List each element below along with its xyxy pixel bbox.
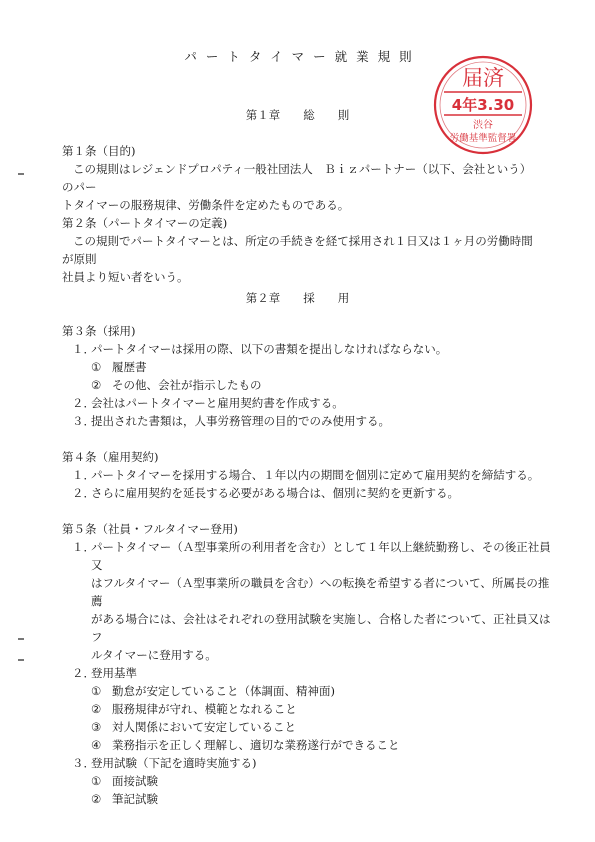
article-4-item-2: [62, 484, 542, 502]
sub-number: ④: [91, 738, 102, 752]
sub-number: ②: [91, 702, 102, 716]
article-3-sub-1: [62, 358, 542, 376]
article-2-line-2: 社員より短い者をいう。: [62, 270, 189, 284]
item-text-line-1: パートタイマー（Ａ型事業所の利用者を含む）として１年以上継続勤務し、その後正社員又: [91, 540, 551, 572]
article-3: [62, 322, 542, 430]
sub-text: その他、会社が指示したもの: [112, 378, 262, 392]
margin-mark: [18, 173, 24, 175]
item-text: パートタイマーを採用する場合、１年以内の期間を個別に定めて雇用契約を締結する。: [91, 468, 540, 482]
receipt-stamp: [432, 54, 534, 156]
article-5-item-1: [62, 538, 552, 574]
chapter-2-heading: 第２章 採 用: [245, 291, 350, 305]
article-5-title: 第５条（社員・フルタイマー登用): [62, 522, 238, 536]
article-2: [62, 214, 542, 286]
article-5: [62, 520, 552, 808]
article-3-item-3: [62, 412, 542, 430]
article-3-item-1: [62, 340, 542, 358]
stamp-place-text: 渋谷: [473, 120, 493, 131]
article-4: [62, 448, 542, 502]
sub-number: ③: [91, 720, 102, 734]
sub-text: 勤怠が安定していること（体調面、精神面): [112, 684, 335, 698]
item-text: パートタイマーは採用の際、以下の書類を提出しなければならない。: [91, 342, 448, 356]
margin-mark: [18, 659, 24, 661]
criteria-item-2: [62, 700, 552, 718]
article-4-item-1: [62, 466, 542, 484]
article-5-item-3: [62, 754, 552, 772]
article-5-item-1-line-4: ルタイマーに登用する。: [91, 648, 217, 662]
sub-text: 筆記試験: [112, 792, 158, 806]
item-text: 登用基準: [91, 666, 137, 680]
article-1: [62, 142, 542, 214]
item-text: 提出された書類は，人事労務管理の目的でのみ使用する。: [91, 414, 390, 428]
sub-text: 面接試験: [112, 774, 158, 788]
stamp-date-text: 4年3.30: [451, 96, 515, 114]
article-3-title: 第３条（採用): [62, 324, 136, 338]
article-5-item-2: [62, 664, 552, 682]
item-number: ３．: [72, 414, 95, 428]
item-number: ３．: [72, 756, 95, 770]
chapter-1-heading: 第１章 総 則: [245, 108, 350, 122]
item-text: 会社はパートタイマーと雇用契約書を作成する。: [91, 396, 344, 410]
sub-text: 業務指示を正しく理解し、適切な業務遂行ができること: [112, 738, 400, 752]
article-4-title: 第４条（雇用契約): [62, 450, 159, 464]
stamp-office-text: 労働基準監督署: [449, 133, 517, 144]
criteria-item-3: [62, 718, 552, 736]
article-3-item-2: [62, 394, 542, 412]
item-number: ２．: [72, 396, 95, 410]
item-text: 登用試験（下記を適時実施する): [91, 756, 257, 770]
article-5-item-1-line-2: はフルタイマー（Ａ型事業所の職員を含む）への転換を希望する者について、所属長の推薦: [91, 576, 550, 608]
item-number: ２．: [72, 666, 95, 680]
criteria-item-4: [62, 736, 552, 754]
article-2-line-1: この規則でパートタイマーとは、所定の手続きを経て採用され１日又は１ヶ月の労働時間が原則: [62, 234, 533, 266]
sub-number: ①: [91, 684, 102, 698]
stamp-top-text: 届済: [462, 66, 504, 90]
article-1-line-1: この規則はレジェンドプロパティ一般社団法人 Ｂｉｚパートナー（以下、会社という）のパー: [62, 162, 532, 194]
exam-item-2: [62, 790, 552, 808]
sub-number: ②: [91, 378, 102, 392]
sub-text: 服務規律が守れ、模範となれること: [112, 702, 297, 716]
document-title: パートタイマー就業規則: [184, 49, 421, 64]
sub-number: ②: [91, 792, 102, 806]
item-number: ２．: [72, 486, 95, 500]
article-2-title: 第２条（パートタイマーの定義): [62, 216, 228, 230]
article-1-title: 第１条（目的): [62, 144, 136, 158]
item-number: １．: [72, 540, 95, 554]
sub-text: 履歴書: [112, 360, 147, 374]
sub-number: ①: [91, 774, 102, 788]
margin-mark: [18, 638, 24, 640]
item-number: １．: [72, 468, 95, 482]
item-number: １．: [72, 342, 95, 356]
criteria-item-1: [62, 682, 552, 700]
article-5-item-1-line-3: がある場合には、会社はそれぞれの登用試験を実施し、合格した者について、正社員又はフ: [91, 612, 551, 644]
sub-text: 対人関係において安定していること: [112, 720, 296, 734]
exam-item-1: [62, 772, 552, 790]
article-1-line-2: トタイマーの服務規律、労働条件を定めたものである。: [62, 198, 350, 212]
article-3-sub-2: [62, 376, 542, 394]
sub-number: ①: [91, 360, 102, 374]
item-text: さらに雇用契約を延長する必要がある場合は、個別に契約を更新する。: [91, 486, 459, 500]
